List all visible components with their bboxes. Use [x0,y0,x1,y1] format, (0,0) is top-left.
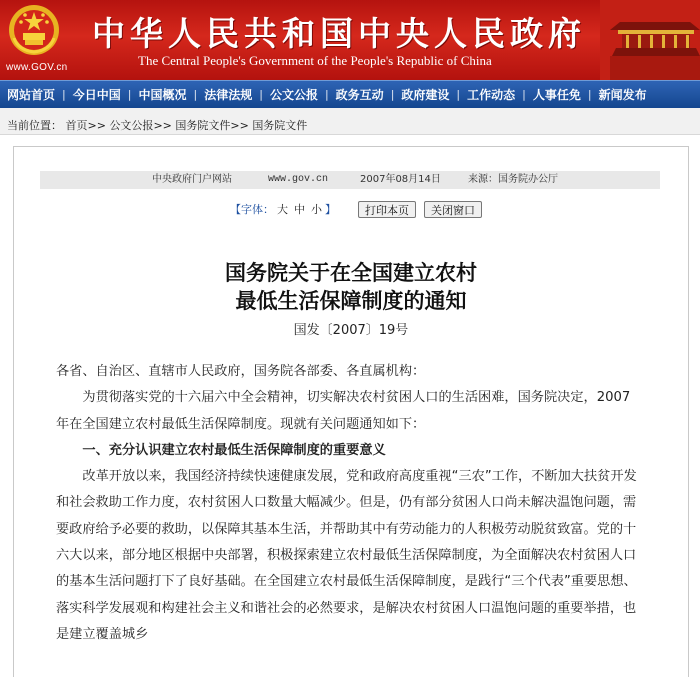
nav-separator: | [259,88,263,101]
font-large-link[interactable]: 大 [277,203,288,216]
document-number: 国发〔2007〕19号 [293,323,409,338]
nav-separator: | [390,88,395,101]
document-body [56,359,638,648]
meta-origin: 来源：国务院办公厅 [468,174,558,185]
tiananmen-gate-icon [600,0,700,80]
national-emblem-icon[interactable] [8,4,60,56]
meta-source-site: 中央政府门户网站 [152,174,232,185]
breadcrumb-separator: >> [153,119,172,132]
nav-gov-building[interactable]: 政府建设 [401,88,450,102]
salutation: 各省、自治区、直辖市人民政府，国务院各部委、各直属机构： [56,364,426,379]
intro-paragraph: 为贯彻落实党的十六届六中全会精神，切实解决农村贫困人口的生活困难，国务院决定，2007年在全国建立农村最低生活保障制度。现就有关问题通知如下： [56,390,631,432]
site-url[interactable]: www.GOV.cn [6,62,68,73]
bracket-open: 【 [230,203,241,216]
nav-china-overview[interactable]: 中国概况 [138,88,187,102]
site-subtitle: The Central People's Government of the People's Republic of China [138,53,492,68]
section-paragraph: 改革开放以来，我国经济持续快速健康发展，党和政府高度重视“三农”工作，不断加大扶贫开发和社会救助工作力度，农村贫困人口数量大幅减少。但是，仍有部分贫困人口尚未解决温饱问题，需要政府给予必要的救助，以保障其基本生活，并帮助其中有劳动能力的人积极劳动脱贫致富。党的十六大以来，部分地区根据中央部署，积极探索建立农村最低生活保障制度，为全面解决农村贫困人口的基本生活问题打下了良好基础。在全国建立农村最低生活保障制度，是践行“三个代表”重要思想、落实科学发展观和构建社会主义和谐社会的必然要求，是解决农村贫困人口温饱问题的重要举措，也是建立覆盖城乡 [56,469,637,642]
site-header [0,0,700,80]
section-heading: 一、充分认识建立农村最低生活保障制度的重要意义 [82,442,386,458]
nav-interaction[interactable]: 政务互动 [335,88,384,102]
nav-separator: | [456,88,461,101]
nav-separator: | [587,88,592,101]
nav-separator: | [62,88,66,101]
breadcrumb [0,108,700,135]
nav-documents[interactable]: 公文公报 [269,88,318,102]
font-size-label: 字体： [241,203,274,216]
article-frame [13,146,689,677]
nav-separator: | [324,88,329,101]
breadcrumb-current[interactable]: 国务院文件 [252,119,308,132]
nav-appointments[interactable]: 人事任免 [532,88,581,102]
bracket-close: 】 [325,203,336,216]
nav-press[interactable]: 新闻发布 [598,88,647,102]
breadcrumb-separator: >> [87,119,106,132]
nav-separator: | [127,88,132,101]
breadcrumb-label: 当前位置： [7,119,62,132]
breadcrumb-state-council-files[interactable]: 国务院文件 [175,119,231,132]
close-window-button[interactable]: 关闭窗口 [424,201,482,218]
font-medium-link[interactable]: 中 [294,203,305,216]
print-button[interactable]: 打印本页 [358,201,416,218]
document-title-line2: 最低生活保障制度的通知 [235,289,467,313]
breadcrumb-separator: >> [230,119,249,132]
nav-home[interactable]: 网站首页 [7,88,56,102]
document-title-line1: 国务院关于在全国建立农村 [225,261,477,285]
article-controls [230,200,482,218]
font-small-link[interactable]: 小 [311,203,322,216]
site-title[interactable]: 中华人民共和国中央人民政府 [92,14,586,53]
nav-separator: | [193,88,198,101]
document-title [14,259,688,315]
breadcrumb-documents[interactable]: 公文公报 [109,119,154,132]
article-meta-bar [40,171,660,189]
meta-date: 2007年08月14日 [360,174,441,185]
main-nav [0,80,700,108]
nav-today-china[interactable]: 今日中国 [72,88,121,102]
nav-laws[interactable]: 法律法规 [204,88,253,102]
meta-domain: www.gov.cn [268,174,329,185]
breadcrumb-home[interactable]: 首页 [65,119,88,132]
nav-work-updates[interactable]: 工作动态 [467,88,516,102]
nav-separator: | [522,88,526,101]
